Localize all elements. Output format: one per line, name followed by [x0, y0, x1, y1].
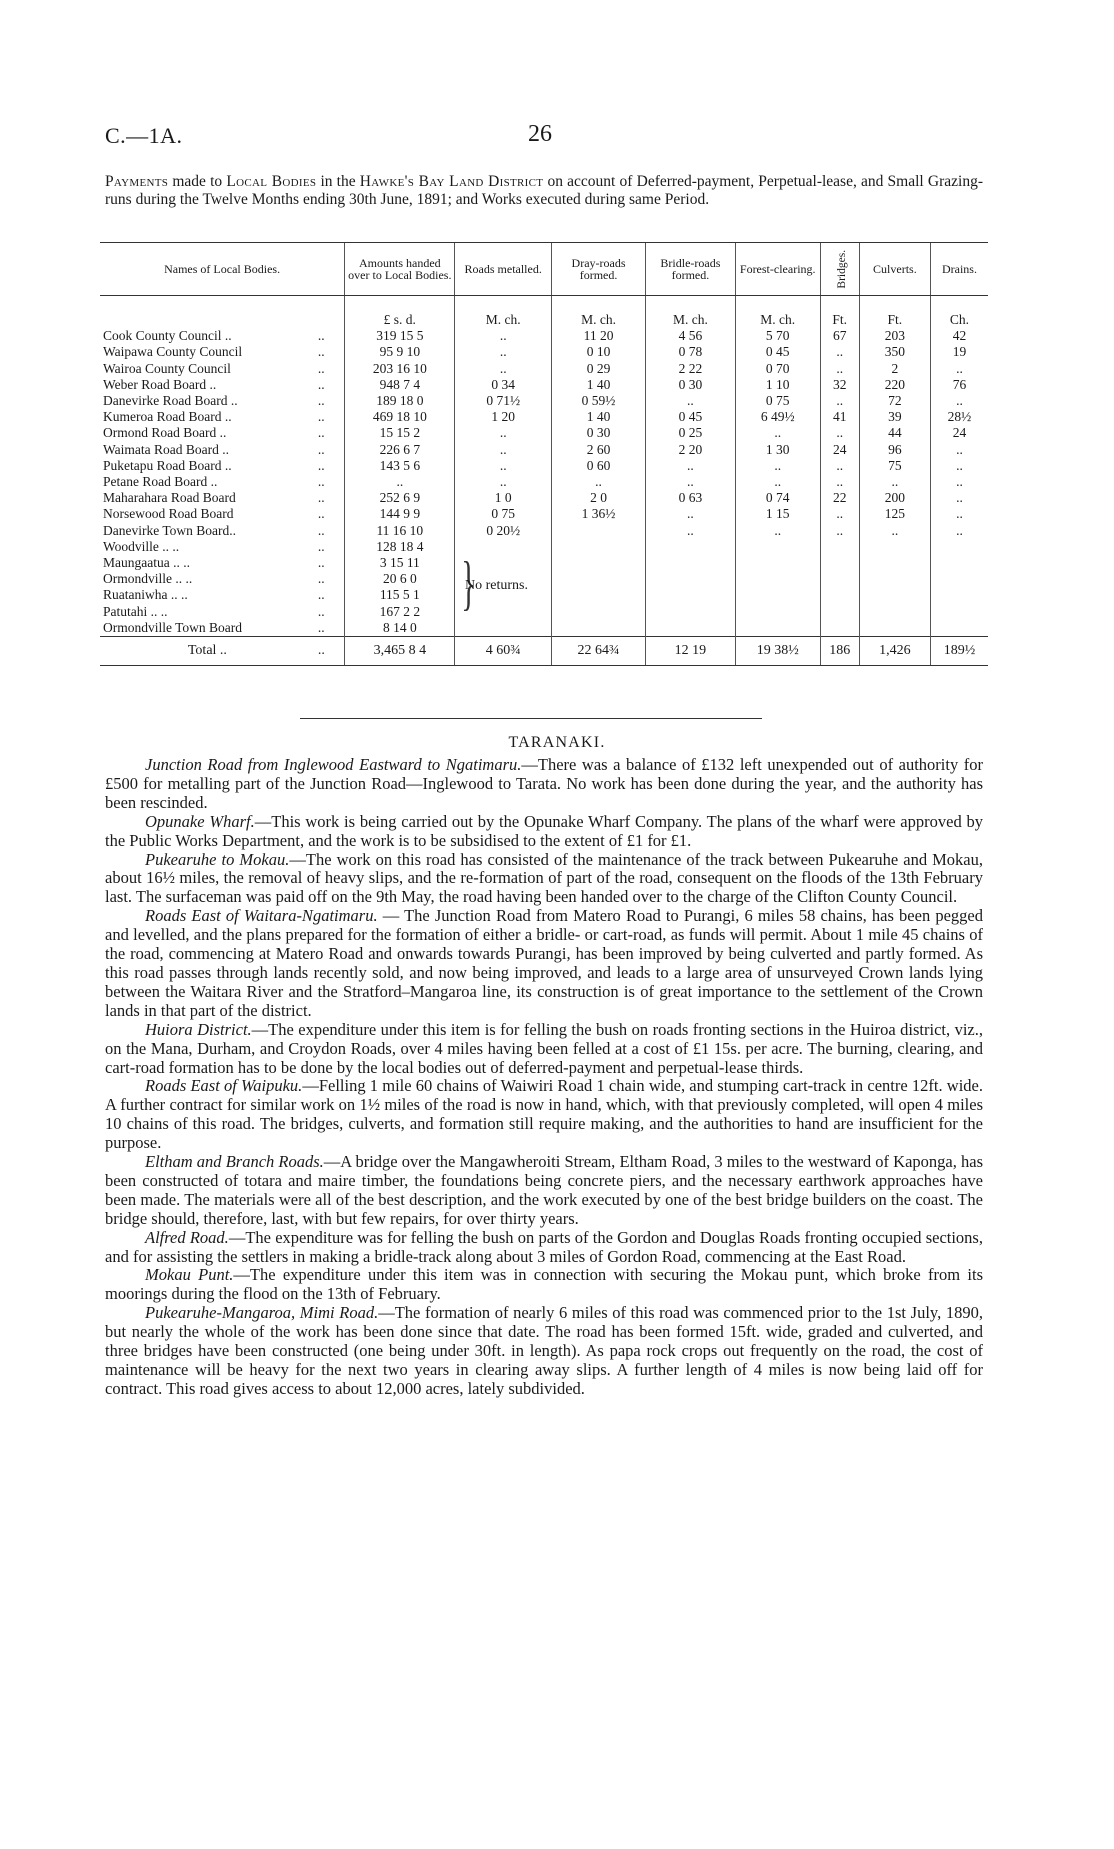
paragraph-heading: Roads East of Waitara-Ngatimaru.	[145, 906, 378, 926]
row-name: Maungaatua .. ..	[103, 555, 190, 571]
paragraph-text: —The formation of nearly 6 miles of this road was commenced prior to the 1st July, 1890, but nearly the whole of the work has been done since that date. The road has been formed 15ft. wide, graded and culverted, and three bridges have been constructed (one being under 30ft. in length). As papa rock crops out frequently on the road, the cost of maintenance will be heavy for the next two years in clearing away slips. A further length of 4 miles is now being laid off for contract. This road gives access to about 12,000 acres, lately subdivided.	[105, 1303, 983, 1398]
table-row	[100, 361, 988, 377]
row-leader-dots: ..	[317, 522, 325, 538]
cell-bridle: 0 25	[646, 425, 736, 441]
row-leader-dots: ..	[317, 474, 325, 490]
caption-text-1: made to	[168, 173, 227, 190]
cell-dray	[551, 555, 645, 571]
cell-dray: 11 20	[551, 328, 645, 344]
caption-word-district: Hawke's Bay Land District	[359, 173, 544, 190]
col-header-drains: Drains.	[930, 243, 988, 296]
table-row	[100, 620, 988, 637]
cell-forest	[735, 587, 820, 603]
paragraph-text: —There was a balance of £132 left unexpended out of authority for £500 for metalling part of the Junction Road—Inglewood to Tarata. No work has been done during the year, and the authority has been rescinded.	[105, 755, 983, 812]
cell-culverts: ..	[859, 474, 930, 490]
cell-forest: 1 30	[735, 442, 820, 458]
cell-bridges: ..	[820, 361, 859, 377]
no-returns-note: No returns.	[465, 578, 528, 593]
total-culverts: 1,426	[859, 637, 930, 666]
caption-text-2: in the	[316, 173, 360, 190]
paragraph-heading: Junction Road from Inglewood Eastward to Ngatimaru.	[145, 755, 522, 774]
paragraph	[105, 1077, 983, 1153]
row-name: Danevirke Town Board..	[103, 522, 237, 538]
cell-bridle: ..	[646, 393, 736, 409]
cell-amount: 143 5 6	[345, 458, 455, 474]
col-header-forest: Forest-clearing.	[735, 243, 820, 296]
cell-bridle: 2 20	[646, 442, 736, 458]
col-header-names: Names of Local Bodies.	[100, 243, 345, 296]
table-row	[100, 523, 988, 539]
cell-forest	[735, 555, 820, 571]
cell-bridle: ..	[646, 458, 736, 474]
row-name: Waipawa County Council	[103, 344, 243, 360]
cell-drains	[930, 587, 988, 603]
row-name: Petane Road Board ..	[103, 474, 218, 490]
unit-forest: M. ch.	[735, 296, 820, 329]
cell-bridges: ..	[820, 393, 859, 409]
paragraph-heading: Huiora District.	[145, 1019, 252, 1039]
paragraph-text: —The expenditure under this item is for felling the bush on roads fronting sections in the Huiroa district, viz., on the Mana, Durham, and Croydon Roads, over 4 miles having been felled at a cost of £1 15s. per acre. The burning, clearing, and cart-road formation has to be done by the local bodies out of deferred-payment and perpetual-lease thirds.	[105, 1019, 983, 1077]
cell-roads: 0 75	[455, 506, 551, 522]
cell-culverts: 203	[859, 328, 930, 344]
cell-amount: 252 6 9	[345, 490, 455, 506]
table-row	[100, 490, 988, 506]
cell-culverts	[859, 587, 930, 603]
cell-bridle	[646, 571, 736, 587]
cell-roads: ..	[455, 344, 551, 360]
page-number: 26	[528, 121, 552, 147]
cell-amount: 319 15 5	[345, 328, 455, 344]
total-dray: 22 64¾	[551, 637, 645, 666]
col-header-amounts: Amounts handed over to Local Bodies.	[345, 243, 455, 296]
caption-word-payments: Payments	[105, 173, 169, 190]
cell-culverts: 39	[859, 409, 930, 425]
cell-culverts: 75	[859, 458, 930, 474]
cell-amount: 144 9 9	[345, 506, 455, 522]
report-code: C.—1A.	[105, 123, 183, 148]
cell-culverts: 200	[859, 490, 930, 506]
cell-forest: 1 10	[735, 377, 820, 393]
cell-dray: 2 60	[551, 442, 645, 458]
cell-roads: ..	[455, 425, 551, 441]
cell-amount: 226 6 7	[345, 442, 455, 458]
unit-drains: Ch.	[930, 296, 988, 329]
unit-roads: M. ch.	[455, 296, 551, 329]
cell-amount: 11 16 10	[345, 523, 455, 539]
col-header-bridle: Bridle-roads formed.	[646, 243, 736, 296]
table-row	[100, 344, 988, 360]
row-leader-dots: ..	[317, 619, 325, 635]
paragraph-text: —The expenditure was for felling the bush on parts of the Gordon and Douglas Roads fronting occupied sections, and for assisting the settlers in making a bridle-track along about 3 miles of Gordon Road, commencing at the East Road.	[105, 1227, 983, 1266]
caption-word-local-bodies: Local Bodies	[226, 173, 317, 190]
cell-drains: 76	[930, 377, 988, 393]
cell-roads: 1 0	[455, 490, 551, 506]
cell-roads: 1 20	[455, 409, 551, 425]
unit-dray: M. ch.	[551, 296, 645, 329]
paragraph	[105, 1229, 983, 1267]
cell-amount: 189 18 0	[345, 393, 455, 409]
cell-dray	[551, 587, 645, 603]
row-leader-dots: ..	[317, 360, 325, 376]
cell-drains: 28½	[930, 409, 988, 425]
cell-bridges	[820, 539, 859, 555]
cell-forest	[735, 604, 820, 620]
row-leader-dots: ..	[317, 538, 325, 554]
cell-dray	[551, 571, 645, 587]
cell-dray: 0 30	[551, 425, 645, 441]
cell-forest: 0 45	[735, 344, 820, 360]
section-divider	[300, 718, 762, 719]
cell-bridle	[646, 587, 736, 603]
table-row	[100, 393, 988, 409]
caption-text-3: on account of Deferred-payment, Perpetual-lease, and Small Grazing-runs during the Twelve Months ending 30th June, 1891; and Works executed during same Period.	[105, 173, 983, 208]
no-returns-brace: }	[461, 550, 476, 616]
paragraph-heading: Alfred Road.	[145, 1227, 229, 1247]
table-row	[100, 328, 988, 344]
paragraph-heading: Pukearuhe to Mokau.	[145, 849, 290, 869]
cell-amount: 203 16 10	[345, 361, 455, 377]
cell-forest: 0 74	[735, 490, 820, 506]
row-leader-dots: ..	[317, 393, 325, 409]
cell-forest	[735, 539, 820, 555]
cell-dray: 0 60	[551, 458, 645, 474]
unit-culverts: Ft.	[859, 296, 930, 329]
table-row	[100, 442, 988, 458]
cell-amount: 15 15 2	[345, 425, 455, 441]
table-row	[100, 555, 988, 571]
paragraph-heading: Roads East of Waipuku.	[145, 1076, 303, 1096]
cell-forest	[735, 620, 820, 637]
cell-drains: ..	[930, 506, 988, 522]
table-row	[100, 539, 988, 555]
cell-roads: 0 20½	[455, 523, 551, 539]
cell-drains	[930, 620, 988, 637]
paragraph	[105, 1304, 983, 1399]
row-name: Ruataniwha .. ..	[103, 587, 188, 603]
cell-bridges	[820, 555, 859, 571]
cell-amount: 948 7 4	[345, 377, 455, 393]
cell-roads: 0 71½	[455, 393, 551, 409]
cell-forest: 0 70	[735, 361, 820, 377]
paragraph	[105, 1266, 983, 1304]
cell-forest: ..	[735, 458, 820, 474]
cell-bridle	[646, 539, 736, 555]
total-forest: 19 38½	[735, 637, 820, 666]
cell-amount: 95 9 10	[345, 344, 455, 360]
row-leader-dots: ..	[317, 571, 325, 587]
col-header-roads: Roads metalled.	[455, 243, 551, 296]
cell-culverts	[859, 555, 930, 571]
cell-amount: 167 2 2	[345, 604, 455, 620]
cell-forest: 6 49½	[735, 409, 820, 425]
table-row	[100, 377, 988, 393]
table-row	[100, 506, 988, 522]
paragraph-heading: Pukearuhe-Mangaroa, Mimi Road.	[145, 1303, 379, 1323]
table-header-row	[100, 243, 988, 296]
cell-bridges	[820, 620, 859, 637]
paragraph-heading: Mokau Punt.	[145, 1265, 234, 1285]
total-row	[100, 637, 988, 666]
cell-bridges: ..	[820, 458, 859, 474]
row-name: Maharahara Road Board	[103, 490, 236, 506]
paragraph-text: —A bridge over the Mangawheroiti Stream, Eltham Road, 3 miles to the westward of Kaponga, has been constructed of totara and maire timber, the foundations being concrete piers, and the necessary earthwork approaches have been made. The materials were all of the best description, and the work executed by one of the best bridge builders on the coast. The bridge should, therefore, last, with but few repairs, for over thirty years.	[105, 1152, 983, 1228]
row-name: Ormond Road Board ..	[103, 425, 227, 441]
cell-culverts: 350	[859, 344, 930, 360]
cell-amount: 20 6 0	[345, 571, 455, 587]
cell-bridle: 4 56	[646, 328, 736, 344]
row-leader-dots: ..	[317, 490, 325, 506]
cell-culverts: 125	[859, 506, 930, 522]
cell-bridges: 67	[820, 328, 859, 344]
cell-bridle: ..	[646, 523, 736, 539]
cell-drains	[930, 571, 988, 587]
cell-dray: ..	[551, 474, 645, 490]
paragraph	[105, 1021, 983, 1078]
paragraph	[105, 851, 983, 908]
cell-dray	[551, 539, 645, 555]
cell-bridges	[820, 587, 859, 603]
cell-bridges: 24	[820, 442, 859, 458]
cell-drains: 42	[930, 328, 988, 344]
table-row	[100, 409, 988, 425]
row-leader-dots: ..	[317, 441, 325, 457]
cell-bridle	[646, 555, 736, 571]
row-name: Puketapu Road Board ..	[103, 457, 232, 473]
row-name: Kumeroa Road Board ..	[103, 409, 232, 425]
cell-amount: 8 14 0	[345, 620, 455, 637]
cell-culverts	[859, 604, 930, 620]
cell-forest	[735, 571, 820, 587]
body-text	[105, 756, 983, 1399]
table-row	[100, 571, 988, 587]
cell-culverts	[859, 620, 930, 637]
total-drains: 189½	[930, 637, 988, 666]
row-leader-dots: ..	[317, 425, 325, 441]
col-header-bridges-cell	[820, 243, 859, 296]
row-name: Wairoa County Council	[103, 360, 231, 376]
cell-dray	[551, 604, 645, 620]
paragraph-text: — The Junction Road from Matero Road to Purangi, 6 miles 58 chains, has been pegged and levelled, and the plans prepared for the formation of either a bridle- or cart-road, as funds will permit. About 1 mile 45 chains of the road, commencing at Matero Road and onwards towards Purangi, has been improved by being culverted and partly formed. As this road passes through lands recently sold, and now being improved, and leads to a large area of unsurveyed Crown lands lying between the Waitara River and the Stratford–Mangaroa line, its construction is of great importance to the settlement of the Crown lands in that part of the district.	[105, 906, 983, 1020]
row-leader-dots: ..	[317, 376, 325, 392]
cell-culverts: 2	[859, 361, 930, 377]
cell-dray: 0 59½	[551, 393, 645, 409]
section-title: TARANAKI.	[508, 734, 606, 751]
paragraph-text: —Felling 1 mile 60 chains of Waiwiri Road 1 chain wide, and stumping cart-track in centre 12ft. wide. A further contract for similar work on 1½ miles of the road is now in hand, which, with that previously completed, will open 4 miles 10 chains of this road. The bridges, culverts, and formation still require making, and the authorities to hand are insufficient for the purpose.	[105, 1076, 983, 1153]
cell-amount: 3 15 11	[345, 555, 455, 571]
cell-drains: 24	[930, 425, 988, 441]
row-name: Woodville .. ..	[103, 538, 180, 554]
row-leader-dots: ..	[317, 506, 325, 522]
cell-forest: ..	[735, 523, 820, 539]
cell-dray: 0 29	[551, 361, 645, 377]
cell-roads: ..	[455, 458, 551, 474]
cell-drains: ..	[930, 474, 988, 490]
cell-roads	[455, 620, 551, 637]
row-leader-dots: ..	[317, 457, 325, 473]
table-row	[100, 604, 988, 620]
paragraph	[105, 907, 983, 1020]
total-dots: ..	[315, 637, 345, 666]
paragraph-text: —This work is being carried out by the Opunake Wharf Company. The plans of the wharf were approved by the Public Works Department, and the work is to be subsidised to the extent of £1 for £1.	[105, 811, 983, 850]
row-name: Ormondville .. ..	[103, 571, 193, 587]
table-caption	[105, 173, 983, 208]
cell-bridges: ..	[820, 506, 859, 522]
cell-bridges: 22	[820, 490, 859, 506]
cell-bridges: ..	[820, 344, 859, 360]
cell-drains: ..	[930, 393, 988, 409]
cell-dray: 1 40	[551, 409, 645, 425]
row-leader-dots: ..	[317, 603, 325, 619]
cell-amount: 115 5 1	[345, 587, 455, 603]
total-label: Total ..	[100, 637, 315, 666]
row-name: Patutahi .. ..	[103, 603, 168, 619]
cell-dray: 2 0	[551, 490, 645, 506]
col-header-bridges: Bridges.	[835, 250, 848, 289]
row-leader-dots: ..	[317, 555, 325, 571]
row-name: Norsewood Road Board	[103, 506, 234, 522]
cell-dray: 1 36½	[551, 506, 645, 522]
cell-dray	[551, 523, 645, 539]
cell-drains: ..	[930, 458, 988, 474]
cell-bridle: 0 45	[646, 409, 736, 425]
cell-roads: ..	[455, 474, 551, 490]
total-roads: 4 60¾	[455, 637, 551, 666]
unit-amounts: £ s. d.	[345, 296, 455, 329]
unit-bridges: Ft.	[820, 296, 859, 329]
cell-dray	[551, 620, 645, 637]
cell-forest: ..	[735, 474, 820, 490]
cell-bridges: 32	[820, 377, 859, 393]
cell-culverts	[859, 571, 930, 587]
table-row	[100, 474, 988, 490]
cell-forest: 0 75	[735, 393, 820, 409]
paragraph	[105, 1153, 983, 1229]
total-amount: 3,465 8 4	[345, 637, 455, 666]
cell-forest: ..	[735, 425, 820, 441]
unit-bridle: M. ch.	[646, 296, 736, 329]
paragraph-heading: Opunake Wharf.	[145, 811, 255, 831]
row-leader-dots: ..	[317, 328, 325, 344]
row-leader-dots: ..	[317, 587, 325, 603]
row-leader-dots: ..	[317, 409, 325, 425]
paragraph	[105, 813, 983, 851]
cell-forest: 5 70	[735, 328, 820, 344]
paragraph-text: —The expenditure under this item was in connection with securing the Mokau punt, which broke from its moorings during the flood on the 13th of February.	[105, 1265, 983, 1304]
table-row	[100, 458, 988, 474]
cell-roads: ..	[455, 328, 551, 344]
cell-bridges: ..	[820, 474, 859, 490]
cell-amount: 128 18 4	[345, 539, 455, 555]
row-name: Ormondville Town Board	[103, 619, 243, 635]
cell-culverts: 72	[859, 393, 930, 409]
cell-forest: 1 15	[735, 506, 820, 522]
col-header-culverts: Culverts.	[859, 243, 930, 296]
cell-bridle: 0 63	[646, 490, 736, 506]
cell-drains	[930, 539, 988, 555]
cell-bridle: 0 78	[646, 344, 736, 360]
cell-bridges: 41	[820, 409, 859, 425]
table-row	[100, 425, 988, 441]
payments-table	[100, 242, 988, 666]
cell-culverts: 220	[859, 377, 930, 393]
cell-culverts	[859, 539, 930, 555]
cell-drains: ..	[930, 490, 988, 506]
col-header-dray: Dray-roads formed.	[551, 243, 645, 296]
cell-drains: ..	[930, 523, 988, 539]
cell-drains: ..	[930, 361, 988, 377]
cell-bridges: ..	[820, 523, 859, 539]
cell-dray: 1 40	[551, 377, 645, 393]
cell-dray: 0 10	[551, 344, 645, 360]
row-name: Weber Road Board ..	[103, 376, 217, 392]
paragraph	[105, 756, 983, 813]
cell-bridle: ..	[646, 506, 736, 522]
cell-bridle	[646, 604, 736, 620]
total-bridges: 186	[820, 637, 859, 666]
row-name: Cook County Council ..	[103, 328, 232, 344]
paragraph-heading: Eltham and Branch Roads.	[145, 1152, 324, 1172]
cell-drains	[930, 604, 988, 620]
cell-bridle: 2 22	[646, 361, 736, 377]
cell-amount: 469 18 10	[345, 409, 455, 425]
cell-culverts: 96	[859, 442, 930, 458]
cell-culverts: ..	[859, 523, 930, 539]
cell-drains	[930, 555, 988, 571]
cell-roads: 0 34	[455, 377, 551, 393]
cell-roads: ..	[455, 442, 551, 458]
cell-drains: ..	[930, 442, 988, 458]
cell-roads: ..	[455, 361, 551, 377]
cell-bridges	[820, 604, 859, 620]
row-name: Danevirke Road Board ..	[103, 393, 238, 409]
cell-bridle: 0 30	[646, 377, 736, 393]
units-row	[100, 296, 988, 329]
table-row	[100, 587, 988, 603]
row-leader-dots: ..	[317, 344, 325, 360]
cell-bridges: ..	[820, 425, 859, 441]
cell-bridle	[646, 620, 736, 637]
row-name: Waimata Road Board ..	[103, 441, 230, 457]
total-bridle: 12 19	[646, 637, 736, 666]
cell-bridle: ..	[646, 474, 736, 490]
cell-amount: ..	[345, 474, 455, 490]
cell-bridges	[820, 571, 859, 587]
paragraph-text: —The work on this road has consisted of the maintenance of the track between Pukearuhe and Mokau, about 16½ miles, the removal of heavy slips, and the re-formation of part of the road, consequent on the floods of the 13th February last. The surfaceman was paid off on the 9th May, the road having been handed over to the charge of the Clifton County Council.	[105, 849, 983, 907]
cell-drains: 19	[930, 344, 988, 360]
cell-culverts: 44	[859, 425, 930, 441]
